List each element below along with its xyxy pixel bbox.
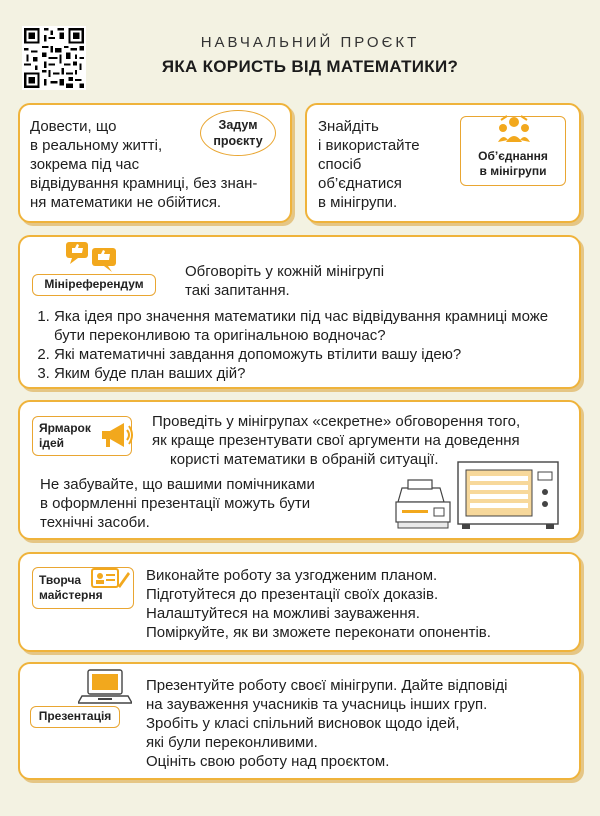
referendum-label: [32, 274, 156, 296]
project-subtitle: НАВЧАЛЬНИЙ ПРОЄКТ: [200, 34, 420, 51]
megaphone-icon: [98, 420, 134, 450]
project-idea-badge: [200, 110, 276, 156]
presentation-text: [146, 676, 576, 771]
groups-line: об’єднатися: [318, 175, 402, 192]
referendum-questions: [32, 307, 572, 383]
qr-code-icon: [22, 26, 86, 90]
badge-line: проєкту: [213, 134, 263, 148]
intro-line: Обговоріть у кожній мінігрупі: [185, 263, 385, 280]
label-line: в мінігрупи: [479, 164, 547, 178]
presentation-line: Зробіть у класі спільний висновок щодо ідей,: [146, 715, 460, 732]
label-line: Ярмарок: [39, 421, 91, 435]
groups-text: [318, 117, 458, 212]
idea-line: зокрема під час: [30, 156, 140, 173]
fair-line: користі математики в обраній ситуації.: [170, 451, 439, 468]
presentation-line: на зауваження учасників та учасниць інших груп.: [146, 696, 488, 713]
workshop-line: Поміркуйте, як ви зможете переконати опонентів.: [146, 624, 491, 641]
groups-line: спосіб: [318, 156, 362, 173]
id-card-pencil-icon: [90, 566, 130, 590]
idea-line: Довести, що: [30, 118, 117, 135]
fair-line: Проведіть у мінігрупах «секретне» обговорення того,: [152, 413, 521, 430]
intro-line: такі запитання.: [185, 282, 290, 299]
printer-and-microwave-icon: [392, 460, 562, 534]
presentation-line: Презентуйте роботу своєї мінігрупи. Дайте відповіді: [146, 677, 508, 694]
referendum-intro: [185, 262, 565, 300]
workshop-line: Налаштуйтеся на можливі зауваження.: [146, 605, 420, 622]
page-title: ЯКА КОРИСТЬ ВІД МАТЕМАТИКИ?: [161, 57, 459, 76]
label-line: Об’єднання: [478, 149, 548, 163]
badge-line: Задум: [218, 118, 258, 132]
group-icon: [497, 114, 531, 144]
presentation-line: які були переконливими.: [146, 734, 318, 751]
presentation-label-text: Презентація: [38, 709, 112, 723]
laptop-icon: [78, 667, 132, 707]
question-item: 3. Яким буде план ваших дій?: [54, 364, 572, 383]
idea-line: відвідування крамниці, без знан-: [30, 175, 258, 192]
presentation-label: [30, 706, 120, 728]
groups-line: Знайдіть: [318, 118, 379, 135]
idea-line: ня математики не обійтися.: [30, 194, 222, 211]
thumbs-up-icon: [64, 240, 120, 276]
presentation-line: Оцініть свою роботу над проєктом.: [146, 753, 390, 770]
fair-line: як краще презентувати свої аргументи на доведення: [152, 432, 520, 449]
idea-line: в реальному житті,: [30, 137, 163, 154]
groups-line: і використайте: [318, 137, 420, 154]
fair-para2: [40, 475, 370, 532]
question-item: 2. Які математичні завдання допоможуть втілити вашу ідею?: [54, 345, 572, 364]
fair-line: в оформленні презентації можуть бути: [40, 495, 311, 512]
question-item: 1. Яка ідея про значення математики під час відвідування крамниці може бути переконливою та оригінальною водночас?: [54, 307, 572, 345]
label-line: майстерня: [39, 588, 103, 602]
workshop-line: Підготуйтеся до презентації своїх доказів.: [146, 586, 439, 603]
workshop-text: [146, 566, 576, 642]
workshop-line: Виконайте роботу за узгодженим планом.: [146, 567, 438, 584]
label-line: Творча: [39, 573, 82, 587]
label-line: ідей: [39, 436, 65, 450]
fair-line: Не забувайте, що вашими помічниками: [40, 476, 315, 493]
referendum-label-text: Мініреферендум: [44, 277, 144, 291]
groups-line: в мінігрупи.: [318, 194, 398, 211]
fair-line: технічні засоби.: [40, 514, 150, 531]
